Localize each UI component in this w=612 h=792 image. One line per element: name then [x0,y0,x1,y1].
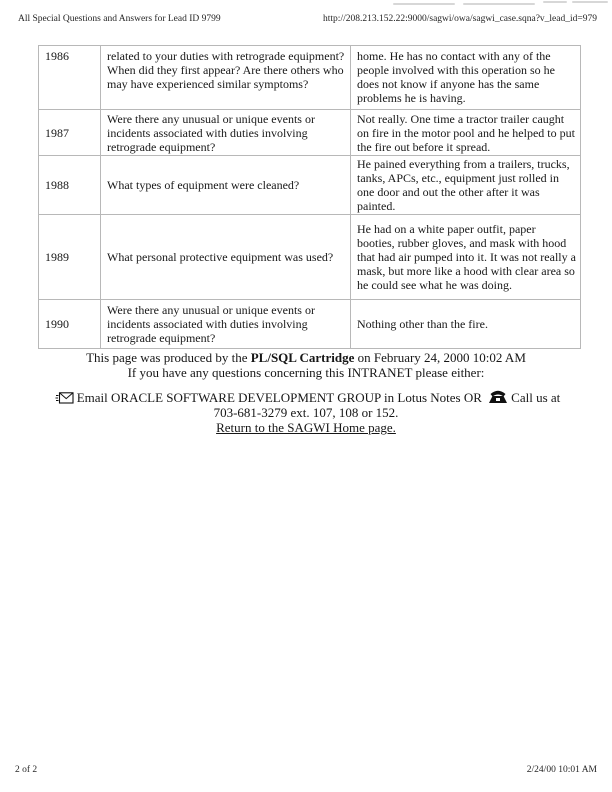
question-id: 1986 [39,46,101,110]
question-text: What personal protective equipment was used? [101,215,351,300]
page-number: 2 of 2 [15,765,38,775]
table-row [39,215,581,300]
scan-artifact [393,3,455,5]
question-id: 1989 [39,215,101,300]
scan-artifact [463,3,535,5]
answer-text: He had on a white paper outfit, paper booties, rubber gloves, and mask with hood that had air pumped into it. It was not really a mask, but more like a hood with clear area so he could see what he was doing. [351,215,581,300]
envelope-icon [55,392,74,404]
produced-prefix: This page was produced by the [86,350,251,365]
scan-artifact [543,1,567,3]
scan-artifact [572,1,608,3]
plsql-cartridge-label: PL/SQL Cartridge [250,350,355,365]
print-footer [15,765,597,775]
phone-numbers: 703-681-3279 ext. 107, 108 or 152. [213,405,399,420]
table-row [39,300,581,349]
call-label: Call us at [511,390,561,405]
print-header-url: http://208.213.152.22:9000/sagwi/owa/sagwi_case.sqna?v_lead_id=979 [323,14,597,24]
produced-suffix: on February 24, 2000 10:02 AM [354,350,526,365]
question-text: What types of equipment were cleaned? [101,156,351,215]
telephone-icon [488,389,508,404]
print-header-title: All Special Questions and Answers for Lead ID 9799 [18,14,221,24]
answer-text: Nothing other than the fire. [351,300,581,349]
question-text: related to your duties with retrograde equipment? When did they first appear? Are there others who may have experienced similar symptoms? [101,46,351,110]
table-row [39,156,581,215]
produced-line [30,350,582,365]
print-header [18,14,597,24]
answer-text: home. He has no contact with any of the people involved with this operation so he does not know if anyone has the same problems he is having. [351,46,581,110]
qa-table [38,45,581,349]
question-text: Were there any unusual or unique events or incidents associated with duties involving retrograde equipment? [101,110,351,156]
question-id: 1988 [39,156,101,215]
table-row [39,46,581,110]
answer-text: He pained everything from a trailers, trucks, tanks, APCs, etc., equipment just rolled in one door and out the other after it was painted. [351,156,581,215]
question-id: 1987 [39,110,101,156]
print-timestamp: 2/24/00 10:01 AM [526,765,597,775]
sagwi-home-link[interactable]: Return to the SAGWI Home page. [216,420,396,435]
email-link-label[interactable]: Email ORACLE SOFTWARE DEVELOPMENT GROUP in Lotus Notes OR [76,390,482,405]
contact-line [30,389,582,405]
answer-text: Not really. One time a tractor trailer caught on fire in the motor pool and he helped to put the fire out before it spread. [351,110,581,156]
question-text: Were there any unusual or unique events or incidents associated with duties involving retrograde equipment? [101,300,351,349]
table-row [39,110,581,156]
questions-line: If you have any questions concerning this INTRANET please either: [127,365,485,380]
page-footer [30,350,582,435]
question-id: 1990 [39,300,101,349]
